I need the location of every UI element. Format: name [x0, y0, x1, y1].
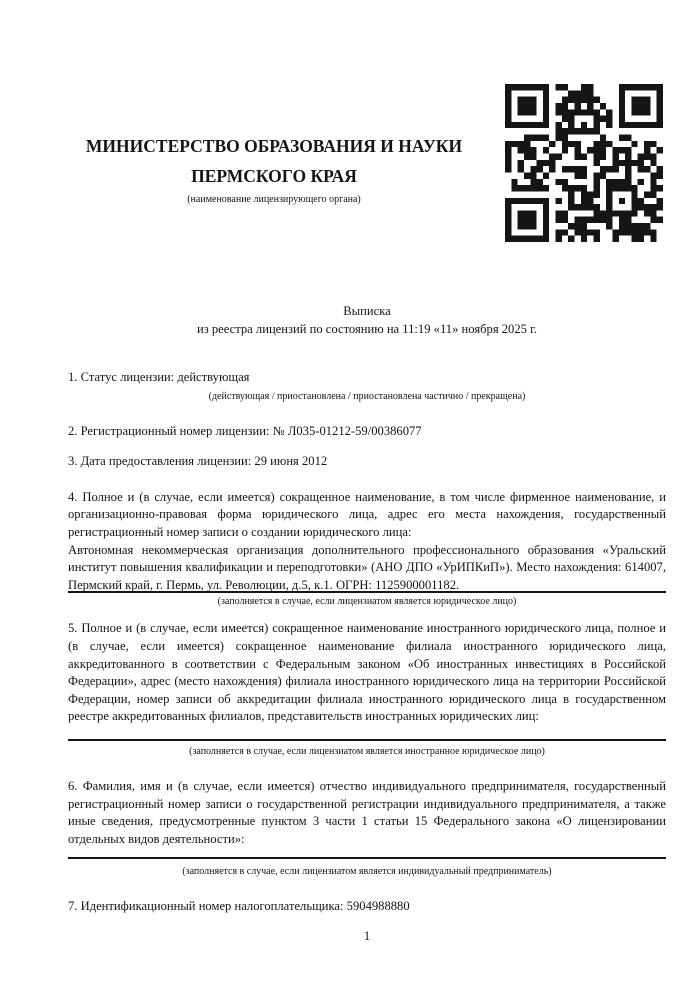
item-1-license-status: 1. Статус лицензии: действующая	[68, 370, 250, 384]
item-3-grant-date: 3. Дата предоставления лицензии: 29 июня 2012	[68, 454, 328, 469]
fill-in-rule-foreign-entity	[68, 739, 666, 741]
item-6-caption: (заполняется в случае, если лицензиатом является индивидуальный предприниматель)	[182, 866, 552, 878]
item-1-caption: (действующая / приостановлена / приостановлена частично / прекращена)	[208, 390, 526, 402]
ministry-name-line1: МИНИСТЕРСТВО ОБРАЗОВАНИЯ И НАУКИ	[85, 136, 463, 156]
qr-code-icon	[505, 84, 663, 242]
item-7-taxpayer-number: 7. Идентификационный номер налогоплательщика: 5904988880	[68, 899, 410, 914]
item-5-caption: (заполняется в случае, если лицензиатом является иностранное юридическое лицо)	[189, 745, 545, 757]
item-2-registration-number: 2. Регистрационный номер лицензии: № Л035-01212-59/00386077	[68, 423, 422, 438]
licensing-authority-block	[68, 131, 480, 207]
item-5-question: 5. Полное и (в случае, если имеется) сокращенное наименование иностранного юридического лица, полное и (в случае, если имеется) сокращенное наименование филиала иностранного юридического лица, аккредитованного в соответствии с Федеральным законом «Об иностранных инвестициях в Российской Федерации», адрес (место нахождения) филиала иностранного юридического лица на территории Российской Федерации, номер записи об аккредитации филиала иностранного юридического лица в государственном реестре аккредитованных филиалов, представительств иностранных юридических лиц:	[68, 621, 666, 724]
document-title-line1: Выписка	[343, 304, 391, 318]
ministry-name-line2: ПЕРМСКОГО КРАЯ	[191, 166, 357, 186]
page-number: 1	[363, 929, 371, 943]
item-6-question: 6. Фамилия, имя и (в случае, если имеется) отчество индивидуального предпринимателя, государственный регистрационный номер записи о государственной регистрации индивидуального предпринимателя, а также иные сведения, предусмотренные пунктом 3 части 1 статьи 15 Федерального закона «О лицензировании отдельных видов деятельности»:	[68, 778, 666, 846]
ministry-caption: (наименование лицензирующего органа)	[187, 194, 361, 205]
item-4-question: 4. Полное и (в случае, если имеется) сокращенное наименование, в том числе фирменное наименование, и организационно-правовая форма юридического лица, адрес его места нахождения, государственный регистрационный номер записи о создании юридического лица:	[68, 489, 666, 539]
item-4-caption: (заполняется в случае, если лицензиатом является юридическое лицо)	[217, 596, 517, 608]
fill-in-rule-individual-entrepreneur	[68, 857, 666, 859]
document-title	[68, 303, 666, 338]
item-4-answer: Автономная некоммерческая организация дополнительного профессионального образования «Уральский институт повышения квалификации и переподготовки» (АНО ДПО «УрИПКиП»). Место нахождения: 614007, Пермский край, г. Пермь, ул. Революции, д.5, к.1. ОГРН: 1125900001182.	[68, 542, 666, 592]
ministry-name	[68, 131, 480, 191]
document-body	[68, 369, 666, 916]
document-title-line2: из реестра лицензий по состоянию на 11:19 «11» ноября 2025 г.	[196, 321, 537, 336]
